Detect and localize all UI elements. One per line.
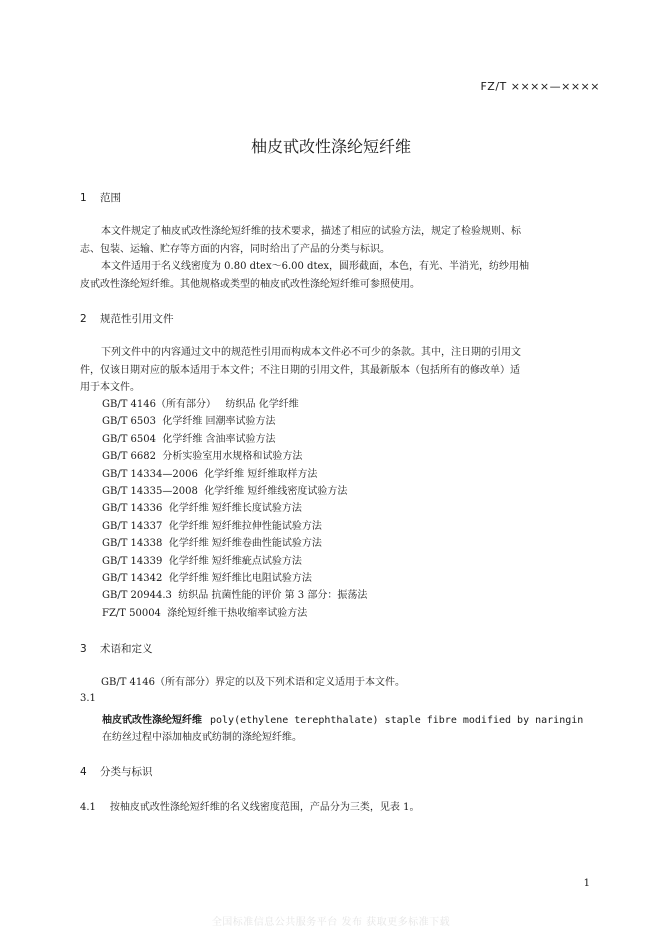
section-title: 术语和定义 bbox=[100, 643, 153, 655]
standard-code: FZ/T ××××—×××× bbox=[480, 80, 600, 93]
section-3-heading bbox=[80, 641, 153, 656]
reference-item: GB/T 14336 化学纤维 短纤维长度试验方法 bbox=[102, 503, 302, 515]
section-number: 2 bbox=[80, 313, 87, 325]
reference-item: GB/T 6682 分析实验室用水规格和试验方法 bbox=[102, 451, 303, 463]
reference-item: GB/T 14342 化学纤维 短纤维比电阻试验方法 bbox=[102, 573, 312, 585]
text-line: 皮甙改性涤纶短纤维。其他规格或类型的柚皮甙改性涤纶短纤维可参照使用。 bbox=[80, 278, 420, 290]
reference-item: GB/T 6504 化学纤维 含油率试验方法 bbox=[102, 433, 276, 445]
text-line: 本文件适用于名义线密度为 0.80 dtex～6.00 dtex，圆形截面，本色，有光、半消光，纺纱用柚 bbox=[101, 261, 530, 272]
clause-text: 按柚皮甙改性涤纶短纤维的名义线密度范围，产品分为三类，见表 1。 bbox=[109, 802, 420, 813]
section-title: 分类与标识 bbox=[100, 766, 153, 778]
reference-item: GB/T 6503 化学纤维 回潮率试验方法 bbox=[102, 416, 276, 428]
page-number: 1 bbox=[583, 878, 590, 889]
reference-item: GB/T 14338 化学纤维 短纤维卷曲性能试验方法 bbox=[102, 538, 322, 550]
section-number: 1 bbox=[80, 192, 87, 204]
section-1-para-2 bbox=[80, 258, 600, 293]
text-line: GB/T 4146（所有部分）界定的以及下列术语和定义适用于本文件。 bbox=[101, 677, 406, 688]
text-line: 用于本文件。 bbox=[80, 382, 140, 393]
text-line: 志、包装、运输、贮存等方面的内容，同时给出了产品的分类与标识。 bbox=[80, 243, 390, 255]
term-definition: 在纺丝过程中添加柚皮甙纺制的涤纶短纤维。 bbox=[102, 732, 302, 743]
reference-item: GB/T 14337 化学纤维 短纤维拉伸性能试验方法 bbox=[102, 520, 322, 532]
term-english: poly(ethylene terephthalate) staple fibre modified by naringin bbox=[210, 715, 584, 726]
section-2-para-1 bbox=[80, 344, 600, 397]
clause-4-1 bbox=[80, 798, 419, 813]
reference-item: GB/T 4146（所有部分） 纺织品 化学纤维 bbox=[102, 399, 299, 410]
reference-item: GB/T 14334—2006 化学纤维 短纤维取样方法 bbox=[102, 468, 318, 480]
reference-item: GB/T 14335—2008 化学纤维 短纤维线密度试验方法 bbox=[102, 486, 348, 498]
reference-item: GB/T 20944.3 纺织品 抗菌性能的评价 第 3 部分：振荡法 bbox=[102, 590, 368, 602]
section-title: 规范性引用文件 bbox=[100, 313, 174, 325]
term-entry bbox=[102, 711, 583, 726]
text-line: 下列文件中的内容通过文中的规范性引用而构成本文件必不可少的条款。其中，注日期的引用文 bbox=[101, 347, 521, 358]
section-title: 范围 bbox=[100, 192, 121, 204]
normative-references-list bbox=[102, 396, 367, 622]
document-title: 柚皮甙改性涤纶短纤维 bbox=[250, 137, 411, 156]
clause-number: 3.1 bbox=[80, 693, 96, 704]
reference-item: GB/T 14339 化学纤维 短纤维疵点试验方法 bbox=[102, 555, 302, 567]
section-4-heading bbox=[80, 764, 153, 779]
section-1-heading bbox=[80, 190, 121, 205]
text-line: 件，仅该日期对应的版本适用于本文件；不注日期的引用文件，其最新版本（包括所有的修改单）适 bbox=[80, 364, 520, 376]
text-line: 本文件规定了柚皮甙改性涤纶短纤维的技术要求，描述了相应的试验方法，规定了检验规则、标 bbox=[101, 226, 521, 237]
clause-number: 4.1 bbox=[80, 802, 96, 813]
section-number: 4 bbox=[80, 766, 87, 778]
reference-item: FZ/T 50004 涤纶短纤维干热收缩率试验方法 bbox=[102, 607, 308, 619]
section-3-para-1 bbox=[80, 674, 600, 692]
section-2-heading bbox=[80, 311, 174, 326]
term-chinese: 柚皮甙改性涤纶短纤维 bbox=[102, 715, 202, 726]
footer-watermark: 全国标准信息公共服务平台 发布 获取更多标准下载 bbox=[211, 917, 451, 928]
section-number: 3 bbox=[80, 643, 87, 655]
section-1-para-1 bbox=[80, 223, 600, 258]
